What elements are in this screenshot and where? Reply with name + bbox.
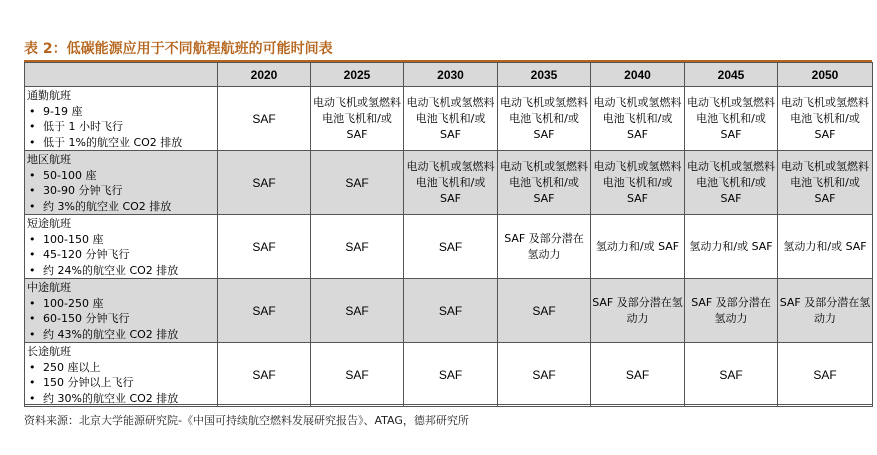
value-cell: SAF [218,215,311,279]
bullet-dot: • [29,248,36,261]
bullet-dot: • [29,168,36,182]
category-bullet [27,247,217,263]
bottom-rule [24,404,872,405]
value-cell: 电动飞机或氢燃料电池飞机和/或 SAF [404,151,498,215]
column-header: 2045 [685,63,778,87]
value-cell: 氢动力和/或 SAF [591,215,685,279]
bullet-dot: • [29,135,36,149]
value-cell: SAF 及部分潜在氢动力 [498,215,591,279]
bullet-dot: • [29,391,36,405]
value-cell: SAF [311,215,404,279]
column-header: 2035 [498,63,591,87]
bullet-text: 9-19 座 [43,104,83,118]
bullet-dot: • [29,327,36,341]
category-bullet [27,360,217,376]
column-header: 2020 [218,63,311,87]
bullet-text: 约 3%的航空业 CO2 排放 [43,199,172,213]
bullet-text: 45-120 分钟飞行 [43,248,130,261]
category-bullet [27,119,217,135]
value-cell: SAF [685,343,778,407]
category-bullet [27,327,217,343]
timeline-table [24,62,873,407]
bullet-text: 低于 1%的航空业 CO2 排放 [43,135,183,149]
value-cell: SAF [218,87,311,151]
column-header: 2050 [778,63,873,87]
table-row [25,215,873,279]
category-cell [25,87,218,151]
category-title: 通勤航班 [27,89,71,102]
value-cell: SAF [311,343,404,407]
column-header [25,63,218,87]
value-cell: SAF [404,215,498,279]
bullet-text: 约 30%的航空业 CO2 排放 [43,391,179,405]
table-title: 表 2：低碳能源应用于不同航程航班的可能时间表 [24,41,333,57]
bullet-dot: • [29,199,36,213]
bullet-text: 100-250 座 [43,296,104,310]
category-title: 地区航班 [27,153,71,166]
value-cell: SAF [311,151,404,215]
category-bullet [27,199,217,215]
value-cell: 电动飞机或氢燃料电池飞机和/或 SAF [778,151,873,215]
column-header: 2030 [404,63,498,87]
table-row [25,87,873,151]
bullet-text: 250 座以上 [43,360,101,374]
category-bullet [27,296,217,312]
value-cell: SAF 及部分潜在氢动力 [591,279,685,343]
bullet-text: 60-150 分钟飞行 [43,312,130,325]
table-row [25,343,873,407]
value-cell: 氢动力和/或 SAF [685,215,778,279]
value-cell: SAF 及部分潜在氢动力 [778,279,873,343]
bullet-dot: • [29,312,36,325]
category-bullet [27,135,217,151]
value-cell: SAF [404,343,498,407]
value-cell: SAF [591,343,685,407]
category-title: 长途航班 [27,345,71,358]
category-cell [25,151,218,215]
bullet-text: 约 24%的航空业 CO2 排放 [43,263,179,277]
source-note: 资料来源：北京大学能源研究院-《中国可持续航空燃料发展研究报告》、ATAG，德邦研究所 [24,414,469,427]
category-cell [25,215,218,279]
value-cell: SAF [218,279,311,343]
value-cell: SAF [778,343,873,407]
value-cell: 电动飞机或氢燃料电池飞机和/或 SAF [591,87,685,151]
category-title: 短途航班 [27,217,71,230]
bullet-dot: • [29,184,36,197]
bullet-dot: • [29,104,36,118]
column-header: 2025 [311,63,404,87]
category-bullet [27,104,217,120]
category-bullet [27,168,217,184]
value-cell: SAF [498,279,591,343]
bullet-dot: • [29,263,36,277]
value-cell: SAF [498,343,591,407]
value-cell: 电动飞机或氢燃料电池飞机和/或 SAF [778,87,873,151]
value-cell: 电动飞机或氢燃料电池飞机和/或 SAF [498,87,591,151]
bullet-dot: • [29,296,36,310]
value-cell: 电动飞机或氢燃料电池飞机和/或 SAF [685,87,778,151]
category-bullet [27,232,217,248]
header-row [25,63,873,87]
column-header: 2040 [591,63,685,87]
bullet-text: 低于 1 小时飞行 [43,120,123,133]
table-row [25,151,873,215]
category-bullet [27,263,217,279]
value-cell: SAF [311,279,404,343]
value-cell: 氢动力和/或 SAF [778,215,873,279]
bullet-text: 50-100 座 [43,168,97,182]
bullet-text: 100-150 座 [43,232,104,246]
value-cell: 电动飞机或氢燃料电池飞机和/或 SAF [685,151,778,215]
value-cell: SAF [218,343,311,407]
value-cell: 电动飞机或氢燃料电池飞机和/或 SAF [404,87,498,151]
bullet-dot: • [29,360,36,374]
value-cell: 电动飞机或氢燃料电池飞机和/或 SAF [311,87,404,151]
value-cell: SAF [218,151,311,215]
bullet-text: 约 43%的航空业 CO2 排放 [43,327,179,341]
value-cell: 电动飞机或氢燃料电池飞机和/或 SAF [498,151,591,215]
bullet-dot: • [29,232,36,246]
value-cell: SAF [404,279,498,343]
bullet-dot: • [29,376,36,389]
category-bullet [27,375,217,391]
category-title: 中途航班 [27,281,71,294]
bullet-dot: • [29,120,36,133]
category-bullet [27,311,217,327]
table-row [25,279,873,343]
category-bullet [27,183,217,199]
value-cell: 电动飞机或氢燃料电池飞机和/或 SAF [591,151,685,215]
bullet-text: 150 分钟以上飞行 [43,376,134,389]
category-cell [25,343,218,407]
category-cell [25,279,218,343]
bullet-text: 30-90 分钟飞行 [43,184,123,197]
value-cell: SAF 及部分潜在氢动力 [685,279,778,343]
